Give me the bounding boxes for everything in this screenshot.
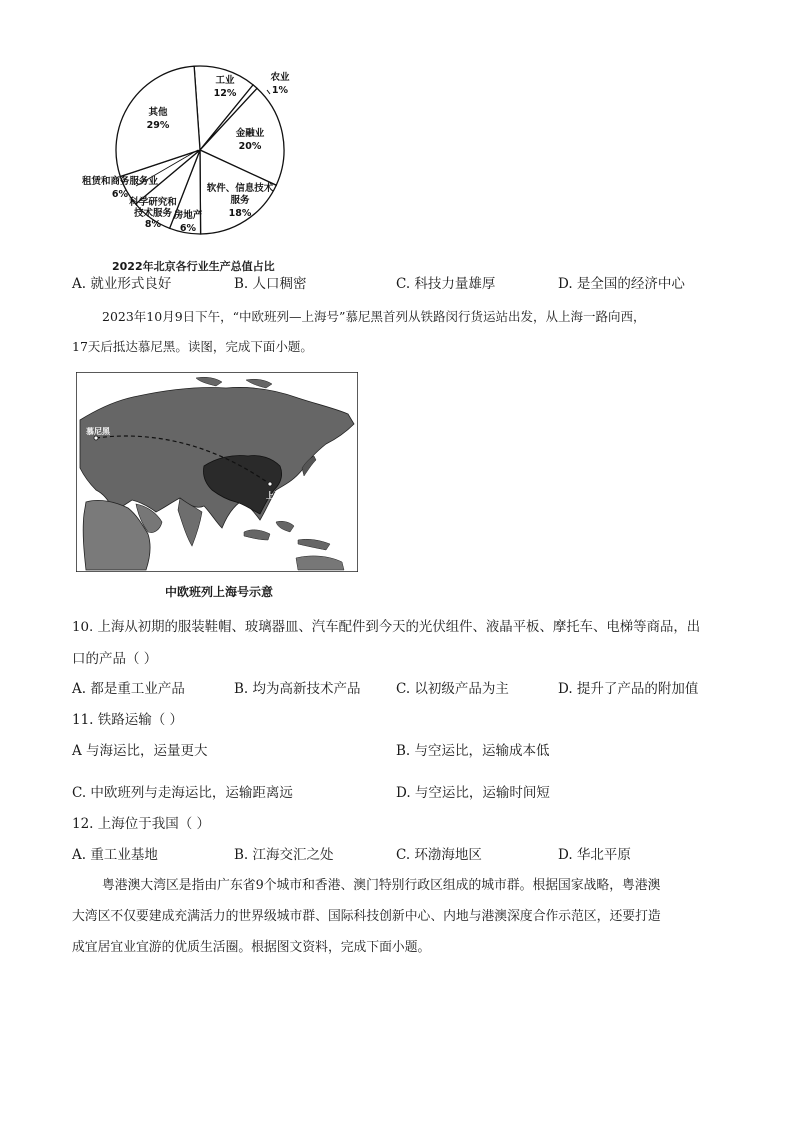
map-figure bbox=[76, 372, 358, 572]
q12-stem: 12. 上海位于我国（ ） bbox=[72, 816, 211, 832]
q11-option-d[interactable]: D. 与空运比，运输时间短 bbox=[396, 785, 550, 801]
pie-pct-other: 29% bbox=[146, 120, 170, 131]
intro1-line2: 17天后抵达慕尼黑。读图，完成下面小题。 bbox=[72, 339, 313, 354]
pie-pct-leasing: 6% bbox=[111, 189, 129, 200]
pie-pct-realestate: 6% bbox=[179, 223, 197, 234]
eurasia-map bbox=[76, 372, 358, 572]
prev-option-b: B. 人口稠密 bbox=[234, 276, 307, 292]
q11-option-c[interactable]: C. 中欧班列与走海运比，运输距离远 bbox=[72, 785, 293, 801]
q10-option-c[interactable]: C. 以初级产品为主 bbox=[396, 681, 509, 697]
q11-option-b[interactable]: B. 与空运比，运输成本低 bbox=[396, 743, 550, 759]
pie-chart bbox=[70, 58, 310, 258]
intro2-line1: 粤港澳大湾区是指由广东省9个城市和香港、澳门特别行政区组成的城市群。根据国家战略，粤港澳 bbox=[102, 878, 661, 893]
q12-option-d[interactable]: D. 华北平原 bbox=[558, 847, 631, 863]
pie-pct-software: 18% bbox=[228, 208, 252, 219]
pie-label-software: 软件、信息技术 bbox=[206, 183, 274, 194]
map-caption: 中欧班列上海号示意 bbox=[165, 585, 274, 599]
q12-option-c[interactable]: C. 环渤海地区 bbox=[396, 847, 482, 863]
map-label-munich: 慕尼黑 bbox=[86, 427, 110, 436]
intro1-line1: 2023年10月9日下午，“中欧班列—上海号”慕尼黑首列从铁路闵行货运站出发，从上海一路向西， bbox=[102, 309, 646, 324]
prev-option-d: D. 是全国的经济中心 bbox=[558, 276, 685, 292]
q10-stem-line1: 10. 上海从初期的服装鞋帽、玻璃器皿、汽车配件到今天的光伏组件、液晶平板、摩托车、电梯等商品，出 bbox=[72, 620, 701, 635]
map-label-shanghai: 上海 bbox=[266, 491, 282, 500]
pie-pct-finance: 20% bbox=[238, 141, 262, 152]
q12-option-b[interactable]: B. 江海交汇之处 bbox=[234, 847, 334, 863]
pie-label-software-2: 服务 bbox=[230, 195, 250, 206]
q12-option-a[interactable]: A. 重工业基地 bbox=[72, 847, 158, 863]
pie-label-industry: 工业 bbox=[215, 75, 235, 86]
q10-option-d[interactable]: D. 提升了产品的附加值 bbox=[558, 681, 699, 697]
intro2-line2: 大湾区不仅要建成充满活力的世界级城市群、国际科技创新中心、内地与港澳深度合作示范区，还要打造 bbox=[72, 909, 661, 924]
pie-label-leasing: 租赁和商务服务业 bbox=[81, 176, 159, 187]
pie-pct-agriculture: 1% bbox=[271, 85, 289, 96]
pie-pct-research: 8% bbox=[144, 219, 162, 230]
pie-label-finance: 金融业 bbox=[235, 128, 265, 139]
q11-stem: 11. 铁路运输（ ） bbox=[72, 712, 184, 728]
pie-label-realestate: 房地产 bbox=[173, 210, 203, 221]
pie-label-research: 科学研究和 bbox=[129, 197, 177, 208]
q11-option-a[interactable]: A 与海运比，运量更大 bbox=[72, 743, 208, 759]
q10-option-a[interactable]: A. 都是重工业产品 bbox=[72, 681, 185, 697]
pie-chart-svg bbox=[70, 58, 310, 258]
pie-label-agriculture: 农业 bbox=[270, 72, 290, 83]
intro2-line3: 成宜居宜业宜游的优质生活圈。根据图文资料，完成下面小题。 bbox=[72, 940, 431, 955]
prev-option-c: C. 科技力量雄厚 bbox=[396, 276, 496, 292]
pie-label-research-2: 技术服务 bbox=[133, 208, 173, 219]
pie-pct-industry: 12% bbox=[213, 88, 237, 99]
prev-option-a: A. 就业形式良好 bbox=[72, 276, 172, 292]
q10-option-b[interactable]: B. 均为高新技术产品 bbox=[234, 681, 361, 697]
q10-stem-line2: 口的产品（ ） bbox=[72, 651, 158, 667]
pie-caption: 2022年北京各行业生产总值占比 bbox=[112, 260, 275, 273]
pie-label-other: 其他 bbox=[148, 107, 168, 118]
